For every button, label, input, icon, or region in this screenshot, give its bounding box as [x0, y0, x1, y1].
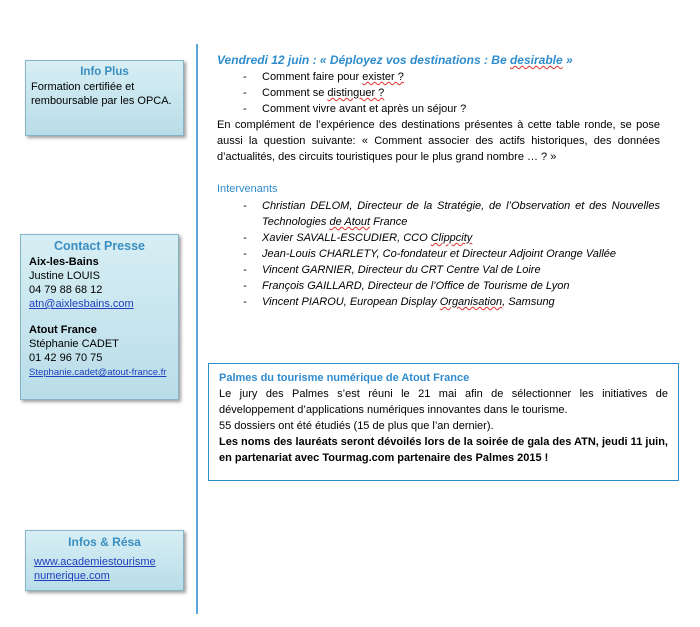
palmes-paragraph-2: 55 dossiers ont été étudiés (15 de plus que l’an dernier).: [219, 420, 494, 432]
info-plus-text: Formation certifiée et remboursable par les OPCA.: [31, 81, 172, 107]
speakers-list: [217, 198, 660, 310]
list-item: - Comment se distinguer ?: [243, 85, 660, 101]
palmes-box: [208, 363, 679, 481]
info-plus-box: [25, 60, 184, 136]
list-item: - Comment vivre avant et après un séjour ?: [243, 101, 660, 117]
contact-presse-title: Contact Presse: [53, 239, 145, 253]
main-content: [217, 52, 660, 310]
contact-phone-atout: 01 42 96 70 75: [29, 352, 103, 364]
session-heading: [217, 52, 660, 68]
contact-org-aix: Aix-les-Bains: [29, 256, 99, 268]
list-item: - François GAILLARD, Directeur de l’Office de Tourisme de Lyon: [243, 278, 660, 294]
contact-name-louis: Justine LOUIS: [29, 270, 100, 282]
column-divider: [196, 44, 198, 614]
contact-email-aix[interactable]: atn@aixlesbains.com: [29, 298, 134, 310]
list-item: - Comment faire pour exister ?: [243, 69, 660, 85]
palmes-title: Palmes du tourisme numérique de Atout France: [219, 372, 470, 384]
resa-link-line2[interactable]: numerique.com: [34, 570, 110, 582]
questions-list: [217, 69, 660, 117]
resa-link-line1[interactable]: www.academiestourisme: [34, 556, 156, 568]
list-item: - Xavier SAVALL-ESCUDIER, CCO Clippcity: [243, 230, 660, 246]
contact-name-cadet: Stéphanie CADET: [29, 338, 119, 350]
heading-text: Vendredi 12 juin : « Déployez vos destinations : Be: [217, 53, 510, 67]
heading-suffix: »: [562, 53, 573, 67]
intro-paragraph: En complément de l’expérience des destinations présentes à cette table ronde, se pose aussi la question suivante: « Comment associer des actifs historiques, des données d’actualités, des circuits touristiques pour le plus grand nombre … ? »: [217, 119, 660, 163]
list-item: - Jean-Louis CHARLETY, Co-fondateur et Directeur Adjoint Orange Vallée: [243, 246, 660, 262]
info-plus-title: Info Plus: [80, 66, 129, 78]
heading-wavy-word: desirable: [509, 53, 563, 67]
palmes-paragraph-1: Le jury des Palmes s’est réuni le 21 mai afin de sélectionner les initiatives de développement d’applications numériques innovantes dans le tourisme.: [219, 388, 668, 416]
list-item: - Vincent GARNIER, Directeur du CRT Centre Val de Loire: [243, 262, 660, 278]
infos-resa-box: [25, 530, 184, 591]
infos-resa-title: Infos & Résa: [68, 535, 141, 549]
palmes-paragraph-3: Les noms des lauréats seront dévoilés lors de la soirée de gala des ATN, jeudi 11 juin, en partenariat avec Tourmag.com partenaire des Palmes 2015 !: [219, 436, 668, 464]
contact-presse-box: [20, 234, 179, 400]
list-item: - Christian DELOM, Directeur de la Stratégie, de l’Observation et des Nouvelles Technologies de Atout France: [243, 198, 660, 230]
contact-org-atout: Atout France: [29, 324, 97, 336]
contact-phone-aix: 04 79 88 68 12: [29, 284, 103, 296]
contact-email-atout[interactable]: Stephanie.cadet@atout-france.fr: [29, 367, 167, 378]
speakers-label: Intervenants: [217, 183, 278, 195]
list-item: - Vincent PIAROU, European Display Organisation, Samsung: [243, 294, 660, 310]
